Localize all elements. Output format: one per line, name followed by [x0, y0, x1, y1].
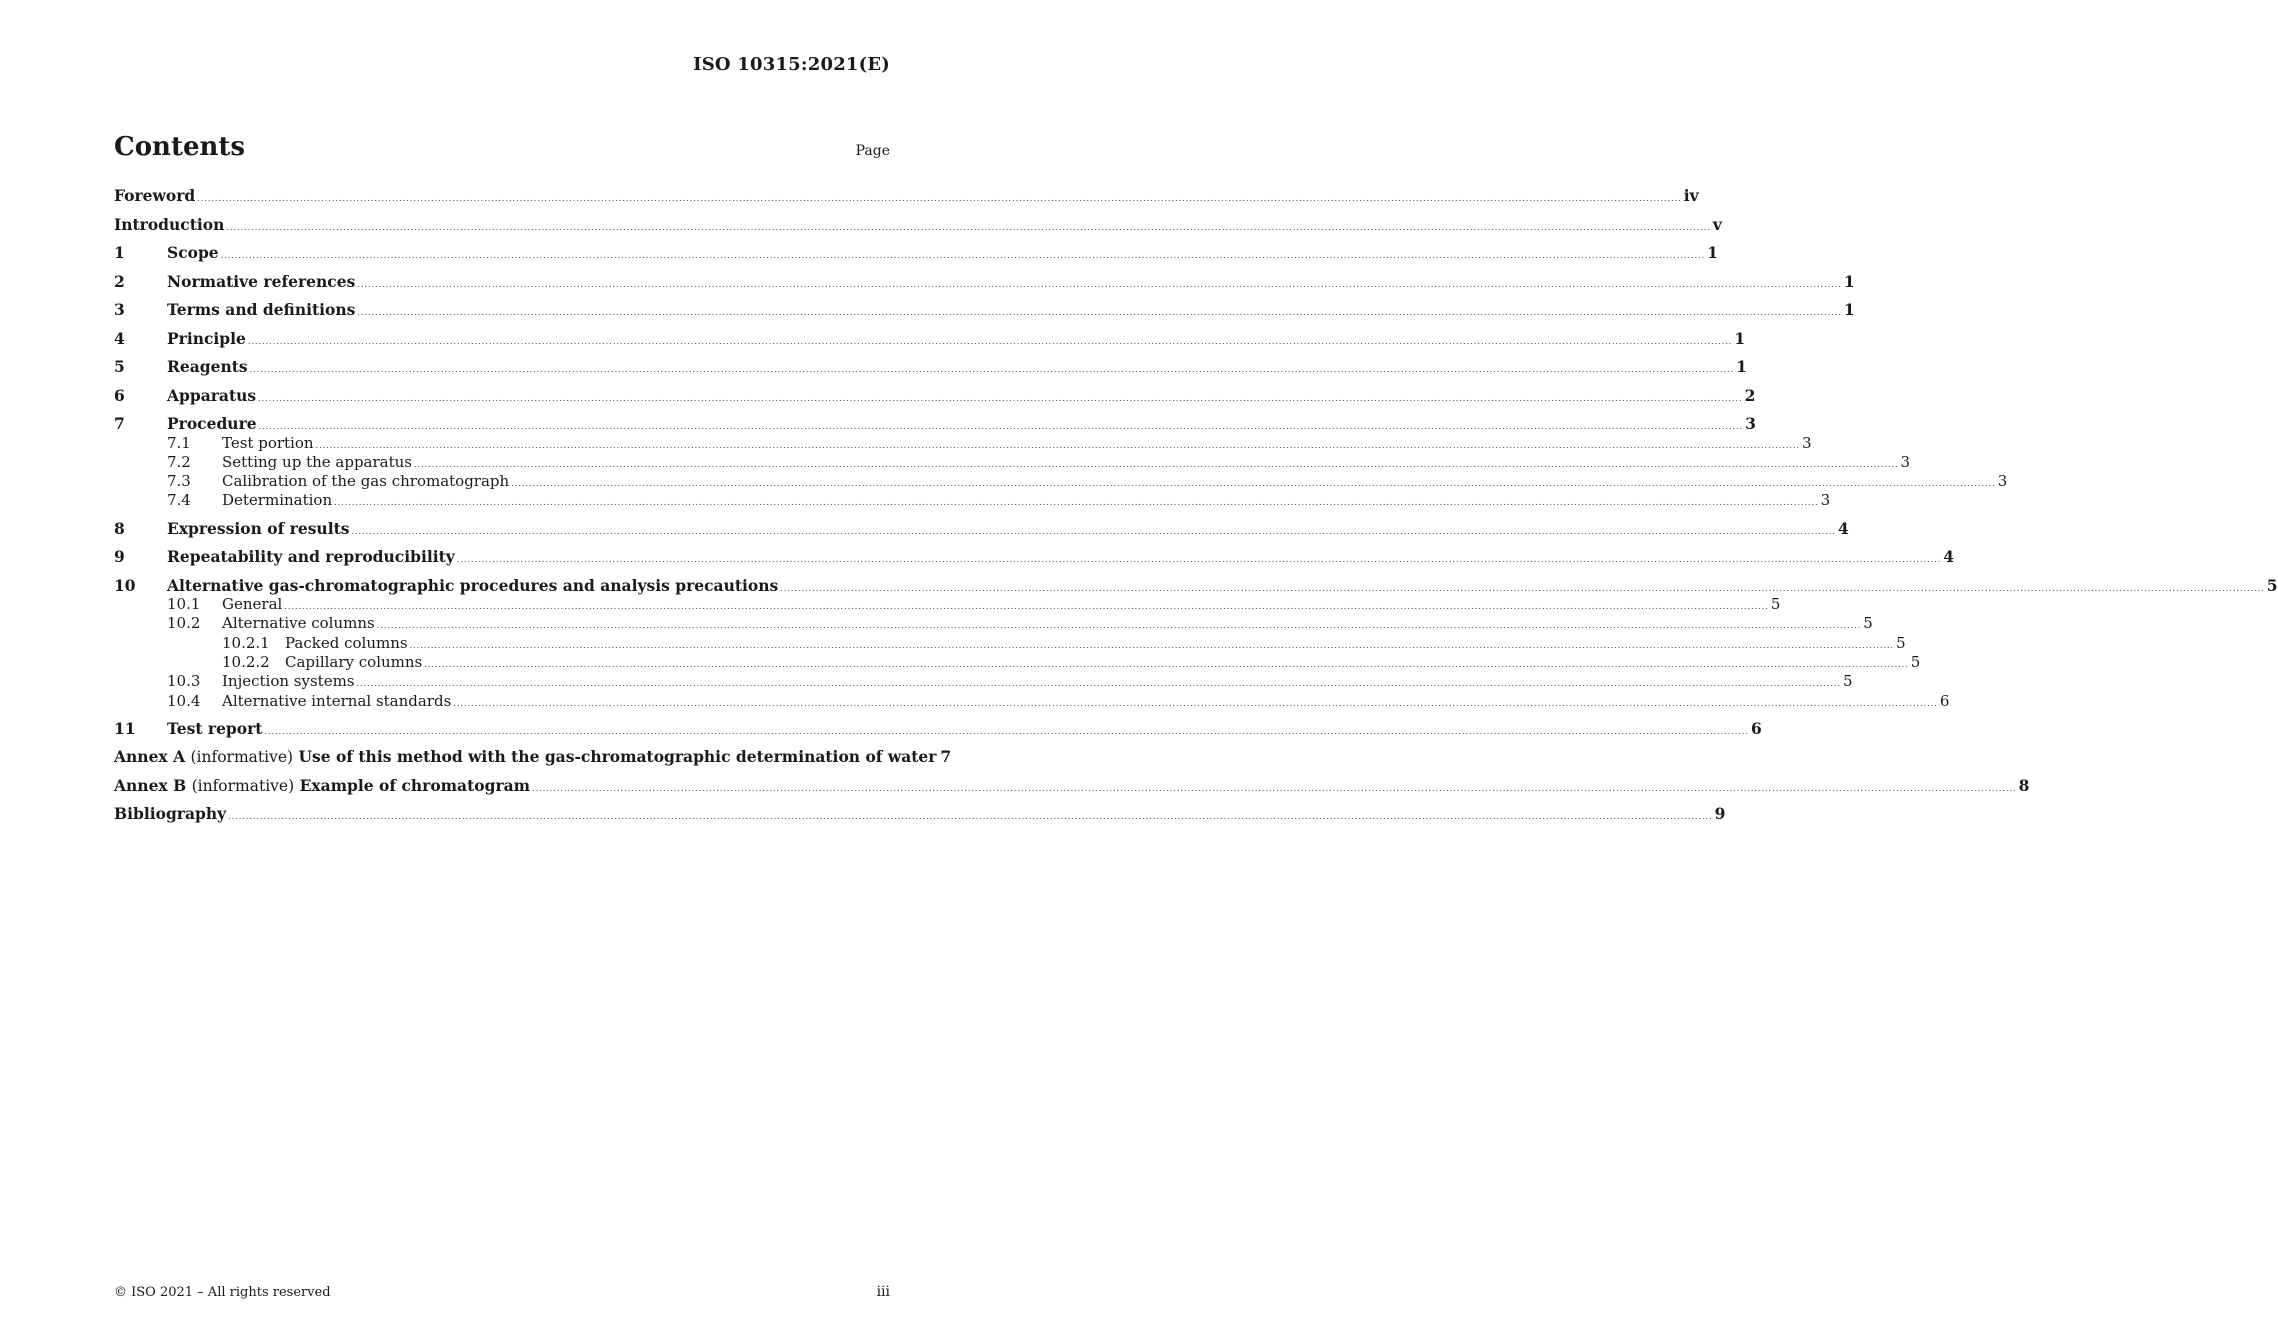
toc-entry-title: Injection systems — [222, 672, 355, 691]
document-code: ISO 10315:2021(E) — [693, 54, 890, 75]
dot-leader — [248, 337, 1733, 346]
toc-entry-page: 5 — [1843, 672, 1853, 691]
dot-leader — [264, 727, 1749, 736]
toc-entry-number: 4 — [114, 328, 125, 348]
toc-entry-annex-a[interactable] — [114, 747, 952, 776]
dot-leader — [197, 194, 1682, 203]
annex-title: Use of this method with the gas-chromatographic determination of water — [298, 747, 937, 767]
toc-entry-title: Alternative gas-chromatographic procedures and analysis precautions — [167, 575, 779, 595]
dot-leader — [259, 422, 1744, 431]
toc-entry-title: Packed columns — [285, 633, 408, 652]
toc-entry-normative-references[interactable] — [114, 271, 1855, 301]
dot-leader — [780, 584, 2265, 593]
annex-label: Annex A — [114, 747, 186, 767]
toc-entry-number: 10.1 — [167, 595, 201, 614]
toc-entry-number: 10.4 — [167, 691, 201, 710]
dot-leader — [511, 479, 1996, 488]
toc-entry-principle[interactable] — [114, 328, 1746, 358]
toc-entry-number: 7.2 — [167, 452, 191, 471]
toc-entry-page: 1 — [1843, 300, 1855, 319]
toc-entry-title: Calibration of the gas chromatograph — [222, 472, 510, 491]
toc-entry-number: 6 — [114, 385, 125, 405]
toc-entry-title: Repeatability and reproducibility — [167, 547, 455, 567]
toc-entry-number: 10.2 — [167, 614, 201, 633]
toc-entry-page: 5 — [1910, 653, 1921, 672]
toc-entry-page: 6 — [1939, 691, 1950, 710]
dot-leader — [357, 679, 1842, 688]
annex-note: (informative) — [191, 776, 295, 795]
dot-leader — [228, 812, 1713, 821]
footer-page-number: iii — [876, 1284, 890, 1300]
toc-entry-page: 8 — [2018, 775, 2030, 795]
toc-entry-page: 4 — [1837, 518, 1849, 538]
toc-entry-title: Determination — [222, 491, 333, 510]
toc-entry-introduction[interactable] — [114, 214, 1722, 244]
toc-entry-calibration[interactable] — [114, 472, 2008, 491]
toc-entry-general[interactable] — [114, 595, 1781, 614]
toc-entry-number: 3 — [114, 300, 125, 319]
toc-entry-title: Terms and definitions — [167, 300, 356, 319]
toc-entry-repeatability[interactable] — [114, 547, 1955, 576]
toc-entry-alternative-internal-standards[interactable] — [114, 691, 1950, 711]
toc-entry-title: Setting up the apparatus — [222, 452, 412, 471]
toc-entry-title: General — [222, 595, 283, 614]
dot-leader — [414, 460, 1899, 469]
toc-entry-page: 5 — [1896, 633, 1906, 652]
dot-leader — [226, 223, 1711, 232]
toc-entry-page: 1 — [1734, 328, 1746, 348]
toc-entry-test-report[interactable] — [114, 718, 1762, 748]
toc-entry-title — [114, 776, 530, 795]
toc-entry-determination[interactable] — [114, 491, 1831, 510]
toc-entry-page: 3 — [1900, 452, 1911, 471]
toc-entry-apparatus[interactable] — [114, 385, 1756, 415]
toc-entry-number: 5 — [114, 357, 125, 376]
toc-entry-number: 11 — [114, 718, 136, 738]
dot-leader — [258, 394, 1743, 403]
toc-entry-number: 9 — [114, 547, 125, 567]
toc-entry-alternative-procedures[interactable] — [114, 575, 2278, 596]
toc-entry-annex-b[interactable] — [114, 775, 2030, 805]
toc-entry-page: 9 — [1714, 804, 1726, 824]
toc-entry-page: 3 — [1820, 491, 1831, 510]
toc-entry-setting-up-apparatus[interactable] — [114, 452, 1911, 472]
footer-copyright: © ISO 2021 – All rights reserved — [114, 1285, 331, 1300]
toc-entry-procedure[interactable] — [114, 414, 1756, 434]
toc-entry-number: 10.3 — [167, 672, 201, 691]
dot-leader — [250, 365, 1735, 374]
toc-entry-expression-of-results[interactable] — [114, 518, 1849, 548]
dot-leader — [377, 621, 1862, 630]
toc-entry-page: 1 — [1736, 357, 1747, 376]
annex-title: Example of chromatogram — [299, 775, 531, 795]
toc-entry-title — [114, 747, 936, 766]
toc-entry-terms-and-definitions[interactable] — [114, 300, 1855, 329]
dot-leader — [284, 602, 1769, 611]
toc-entry-title: Capillary columns — [285, 653, 423, 672]
toc-entry-page: 1 — [1707, 243, 1718, 262]
toc-entry-page: 1 — [1843, 271, 1855, 291]
toc-entry-page: 2 — [1744, 385, 1756, 405]
toc-entry-page: 6 — [1750, 718, 1762, 738]
toc-entry-title: Reagents — [167, 357, 248, 376]
dot-leader — [357, 308, 1842, 317]
toc-entry-number: 2 — [114, 271, 125, 291]
toc-entry-title: Test report — [167, 718, 263, 738]
toc-entry-page: 3 — [1745, 414, 1756, 433]
toc-entry-packed-columns[interactable] — [114, 633, 1906, 653]
toc-entry-page: 3 — [1802, 433, 1812, 452]
toc-entry-scope[interactable] — [114, 243, 1718, 272]
toc-entry-title: Apparatus — [167, 385, 257, 405]
toc-entry-number: 1 — [114, 243, 125, 262]
toc-entry-reagents[interactable] — [114, 357, 1747, 386]
toc-entry-title: Procedure — [167, 414, 257, 433]
dot-leader — [410, 641, 1895, 650]
dot-leader — [457, 555, 1942, 564]
toc-entry-bibliography[interactable] — [114, 804, 1726, 833]
toc-entry-test-portion[interactable] — [114, 433, 1812, 453]
toc-entry-title: Introduction — [114, 214, 225, 234]
toc-entry-injection-systems[interactable] — [114, 672, 1853, 691]
toc-entry-number: 7 — [114, 414, 125, 433]
dot-leader — [351, 527, 1836, 536]
toc-entry-title: Principle — [167, 328, 246, 348]
contents-title: Contents — [114, 132, 246, 162]
toc-entry-title: Test portion — [222, 433, 314, 452]
dot-leader — [334, 498, 1819, 507]
toc-entry-number: 10 — [114, 575, 136, 595]
toc-entry-page: iv — [1683, 186, 1699, 205]
toc-entry-number: 8 — [114, 518, 125, 538]
toc-entry-page: 5 — [1770, 595, 1781, 614]
toc-entry-foreword[interactable] — [114, 186, 1699, 215]
toc-entry-number: 10.2.2 — [222, 653, 270, 672]
toc-entry-capillary-columns[interactable] — [114, 653, 1921, 672]
dot-leader — [424, 660, 1909, 669]
toc-entry-number: 10.2.1 — [222, 633, 270, 652]
toc-entry-number: 7.1 — [167, 433, 191, 452]
page-column-label: Page — [855, 143, 890, 159]
toc-entry-page: v — [1712, 214, 1722, 234]
toc-entry-number: 7.3 — [167, 472, 191, 491]
toc-entry-title: Scope — [167, 243, 219, 262]
toc-entry-title: Expression of results — [167, 518, 350, 538]
table-of-contents — [114, 186, 2278, 833]
toc-entry-page: 5 — [1863, 614, 1873, 633]
toc-entry-title: Normative references — [167, 271, 356, 291]
toc-entry-title: Foreword — [114, 186, 196, 205]
toc-entry-page: 5 — [2266, 575, 2278, 595]
dot-leader — [221, 251, 1706, 260]
dot-leader — [453, 699, 1938, 708]
toc-entry-page: 7 — [940, 747, 952, 767]
annex-note: (informative) — [190, 748, 294, 767]
annex-label: Annex B — [114, 775, 187, 795]
toc-entry-title: Bibliography — [114, 804, 227, 824]
dot-leader — [357, 280, 1842, 289]
toc-entry-alternative-columns[interactable] — [114, 614, 1873, 633]
toc-entry-page: 4 — [1943, 547, 1955, 567]
toc-entry-number: 7.4 — [167, 491, 191, 510]
toc-entry-title: Alternative columns — [222, 614, 375, 633]
dot-leader — [532, 784, 2017, 793]
toc-entry-title: Alternative internal standards — [222, 691, 452, 710]
toc-entry-page: 3 — [1997, 472, 2008, 491]
dot-leader — [316, 441, 1801, 450]
